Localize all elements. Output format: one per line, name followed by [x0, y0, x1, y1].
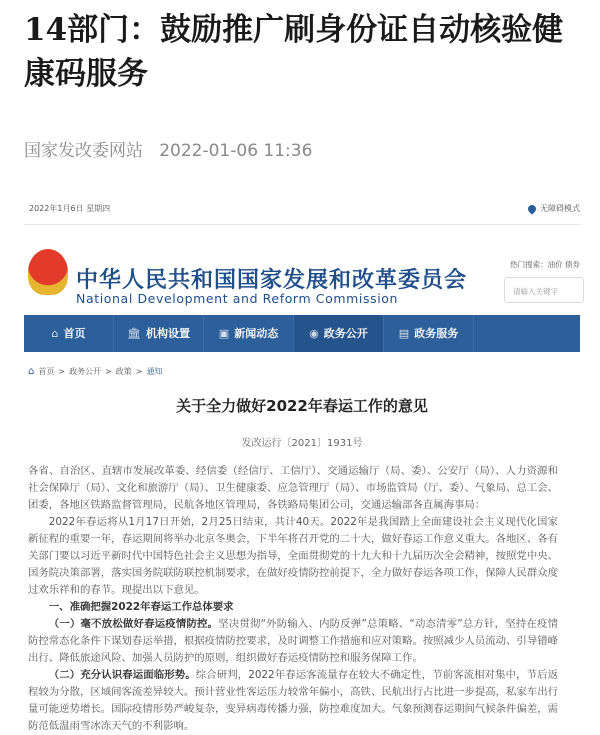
source-name: 国家发改委网站 [24, 141, 143, 161]
breadcrumb-policy[interactable]: 政策 [115, 367, 132, 376]
paragraph-heading: （一）毫不放松做好春运疫情防控。 [48, 618, 219, 630]
nav-services[interactable] [384, 315, 474, 352]
home-icon: ⌂ [51, 327, 59, 340]
site-name-en: National Development and Reform Commission [76, 291, 399, 306]
main-nav [24, 315, 580, 352]
paragraph-text: 坚决贯彻“外防输入、内防反弹”总策略、“动态清零”总方针，坚持在疫情防控常态化条件下谋划春运举措，根据疫情防控要求，及时调整工作措施和应对策略。按照减少人员流动、引导错峰出行、降低旅途风险、加强人员防护的原则，组织做好春运疫情防控和服务保障工作。 [28, 618, 559, 664]
recipients: 各省、自治区、直辖市发展改革委、经信委（经信厅、工信厅）、交通运输厅（局、委）、公安厅（局）、人力资源和社会保障厅（局）、文化和旅游厅（局）、卫生健康委、应急管理厅（局）、市场监管局（厅、委）、气象局、总工会、团委，各地区铁路监督管理局，民航各地区管理局，各铁路局集团公司，交通运输部各直属海事局： [28, 465, 558, 511]
broadcast-icon: ◉ [309, 327, 319, 340]
paragraph-2 [28, 667, 558, 735]
paragraph-heading: （二）充分认识春运面临形势。 [48, 669, 196, 681]
site-topbar [24, 193, 580, 225]
breadcrumb-gov[interactable]: 政务公开 [69, 367, 102, 376]
breadcrumb-home[interactable]: 首页 [38, 367, 55, 376]
document-number: 发改运行〔2021〕1931号 [241, 438, 363, 449]
nav-label: 政务服务 [414, 327, 459, 340]
section-heading: 一、准确把握2022年春运工作总体要求 [48, 601, 234, 613]
home-icon: ⌂ [28, 366, 35, 377]
breadcrumb: ⌂ 首页 > 政务公开 > 政策 > 通知 [28, 366, 163, 377]
nav-label: 首页 [63, 327, 86, 340]
breadcrumb-notice[interactable]: 通知 [146, 367, 163, 376]
publish-time: 2022-01-06 11:36 [159, 141, 313, 161]
national-emblem-icon [28, 249, 68, 295]
article-title: 关于全力做好2022年春运工作的意见 [176, 397, 428, 415]
building-icon: 🏛 [127, 327, 141, 340]
nav-label: 政务公开 [323, 327, 368, 340]
nav-label: 机构设置 [145, 327, 190, 340]
news-icon: ▣ [218, 327, 230, 340]
nav-home[interactable] [24, 315, 114, 352]
paragraph-text: 综合研判，2022年春运客流量存在较大不确定性，节前客流相对集中，节后返程较为分散，区域间客流差异较大。预计营业性客运压力较常年偏小，高铁、民航出行占比进一步提高，私家车出行量可能逆势增长。国际疫情形势严峻复杂，变异病毒传播力强，防控难度加大。气象预测春运期间气候条件偏差，需防范低温雨雪冰冻天气的不利影响。 [28, 669, 559, 732]
nav-gov-affairs[interactable] [294, 315, 384, 352]
location-pin-icon [526, 203, 537, 214]
paragraph-1 [28, 616, 558, 667]
site-header [24, 225, 580, 315]
nav-organization[interactable] [114, 315, 204, 352]
nav-label: 新闻动态 [234, 327, 279, 340]
article-headline: 14部门：鼓励推广刷身份证自动核验健康码服务 [24, 12, 564, 92]
hot-search[interactable]: 热门搜索：油价 债券 [510, 260, 580, 269]
site-name-cn: 中华人民共和国国家发展和改革委员会 [76, 268, 468, 293]
embedded-screenshot [24, 193, 580, 732]
document-icon: ▤ [398, 327, 410, 340]
article-body [24, 463, 580, 735]
intro-paragraph: 2022年春运将从1月17日开始，2月25日结束，共计40天。2022年是我国踏上全面建设社会主义现代化国家新征程的重要一年，春运期间将举办北京冬奥会，下半年将召开党的二十大，做好春运工作意义重大。各地区、各有关部门要以习近平新时代中国特色社会主义思想为指导，全面贯彻党的十九大和十九届历次全会精神，按照党中央、国务院决策部署，落实国务院联防联控机制要求，在做好疫情防控前提下，全力做好春运各项工作，保障人民群众度过欢乐祥和的春节。现提出以下意见。 [28, 516, 558, 596]
nav-news[interactable] [204, 315, 294, 352]
site-date: 2022年1月6日 星期四 [29, 204, 111, 213]
accessibility-link[interactable]: 无障碍模式 [540, 204, 580, 213]
search-input[interactable]: 请输入关键字 [504, 277, 584, 303]
source-line [24, 136, 312, 161]
